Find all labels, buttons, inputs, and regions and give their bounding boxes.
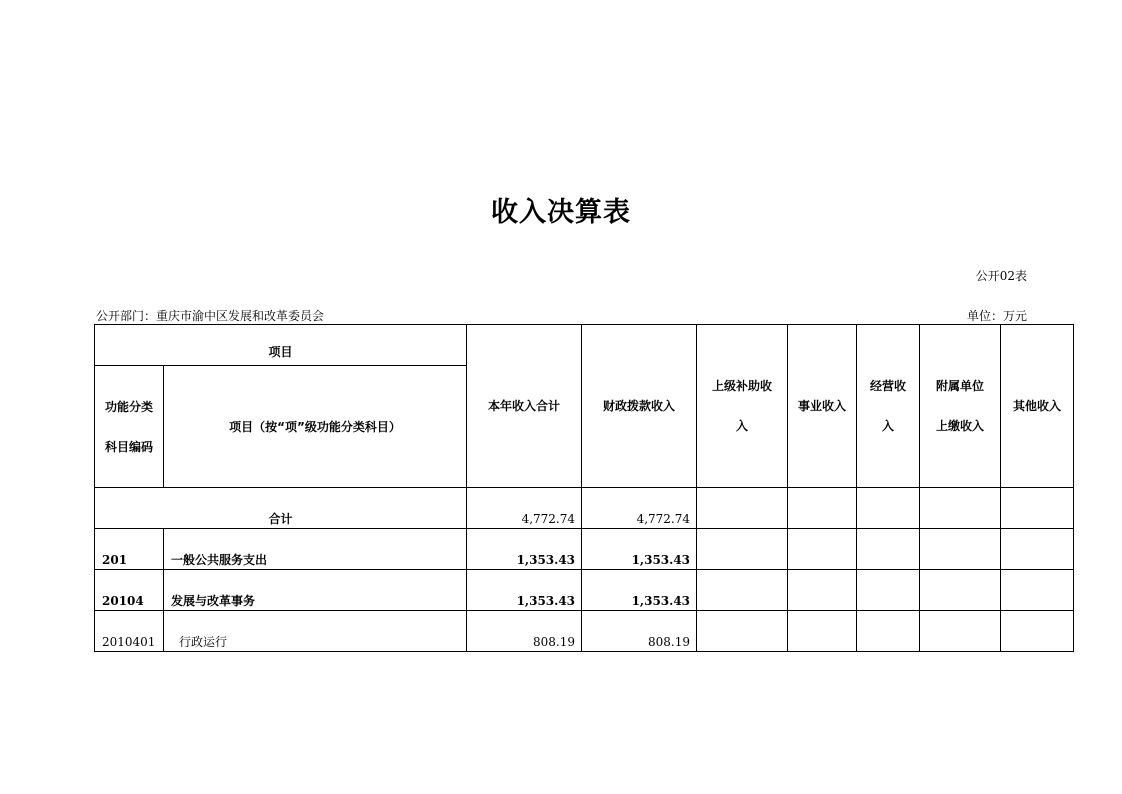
row-fiscal-value: 1,353.43 (631, 553, 691, 567)
header-other (1001, 325, 1074, 488)
row-name-value: 一般公共服务支出 (171, 553, 268, 567)
row-code (95, 611, 164, 652)
row-code (95, 570, 164, 611)
row-subsidy (697, 570, 788, 611)
header-operating (857, 325, 920, 488)
row-code (95, 529, 164, 570)
row-affiliated (920, 611, 1001, 652)
row-name-value: 发展与改革事务 (171, 594, 256, 608)
header-project (95, 325, 467, 366)
header-item (164, 366, 467, 488)
row-business (788, 611, 857, 652)
row-total-income-value: 808.19 (533, 635, 576, 649)
total-business-cell (788, 488, 857, 529)
header-subsidy (697, 325, 788, 488)
row-affiliated (920, 570, 1001, 611)
header-operating-line2: 入 (882, 419, 895, 433)
total-row (95, 488, 1074, 529)
header-total-income-label: 本年收入合计 (488, 399, 561, 413)
header-fiscal (582, 325, 697, 488)
row-business (788, 529, 857, 570)
row-name (164, 611, 467, 652)
table-row (95, 570, 1074, 611)
row-fiscal-value: 808.19 (648, 635, 691, 649)
row-affiliated (920, 529, 1001, 570)
header-other-label: 其他收入 (1013, 399, 1062, 413)
row-operating (857, 529, 920, 570)
row-subsidy (697, 611, 788, 652)
row-name (164, 529, 467, 570)
header-subsidy-line1: 上级补助收 (712, 379, 773, 393)
row-operating (857, 570, 920, 611)
total-label-cell (95, 488, 467, 529)
row-total-income (467, 529, 582, 570)
income-table (94, 324, 1074, 652)
total-operating-cell (857, 488, 920, 529)
row-business (788, 570, 857, 611)
header-affiliated (920, 325, 1001, 488)
header-operating-line1: 经营收 (870, 379, 907, 393)
row-code-value: 2010401 (102, 635, 156, 649)
header-row-1 (95, 325, 1074, 366)
row-fiscal (582, 570, 697, 611)
total-other-cell (1001, 488, 1074, 529)
header-item-label: 项目（按“项”级功能分类科目） (229, 419, 401, 434)
row-fiscal (582, 611, 697, 652)
header-total-income (467, 325, 582, 488)
table-row (95, 529, 1074, 570)
total-fiscal-value: 4,772.74 (636, 512, 691, 526)
form-number: 公开02表 (975, 269, 1027, 283)
row-subsidy (697, 529, 788, 570)
header-subsidy-line2: 入 (736, 419, 749, 433)
header-code-line2: 科目编码 (104, 439, 153, 454)
row-total-income-value: 1,353.43 (516, 594, 576, 608)
total-subsidy-cell (697, 488, 788, 529)
total-label: 合计 (268, 512, 293, 526)
row-operating (857, 611, 920, 652)
header-affiliated-line2: 上缴收入 (936, 419, 985, 433)
total-fiscal-cell (582, 488, 697, 529)
header-fiscal-label: 财政拨款收入 (603, 399, 676, 413)
department-label: 公开部门：重庆市渝中区发展和改革委员会 (96, 309, 325, 323)
total-affiliated-cell (920, 488, 1001, 529)
header-code (95, 366, 164, 488)
row-fiscal (582, 529, 697, 570)
header-code-line1: 功能分类 (104, 399, 153, 414)
row-total-income (467, 611, 582, 652)
row-code-value: 201 (102, 553, 128, 567)
row-total-income (467, 570, 582, 611)
report-title: 收入决算表 (491, 197, 631, 228)
row-other (1001, 570, 1074, 611)
row-total-income-value: 1,353.43 (516, 553, 576, 567)
row-name (164, 570, 467, 611)
total-income-value: 4,772.74 (521, 512, 576, 526)
unit-label: 单位：万元 (966, 309, 1027, 323)
header-business-label: 事业收入 (798, 399, 847, 413)
header-business (788, 325, 857, 488)
header-affiliated-line1: 附属单位 (936, 379, 985, 393)
row-fiscal-value: 1,353.43 (631, 594, 691, 608)
row-name-value: 行政运行 (179, 635, 228, 649)
row-other (1001, 529, 1074, 570)
header-project-label: 项目 (268, 345, 293, 359)
row-other (1001, 611, 1074, 652)
row-code-value: 20104 (102, 594, 144, 608)
table-row (95, 611, 1074, 652)
total-income-cell (467, 488, 582, 529)
